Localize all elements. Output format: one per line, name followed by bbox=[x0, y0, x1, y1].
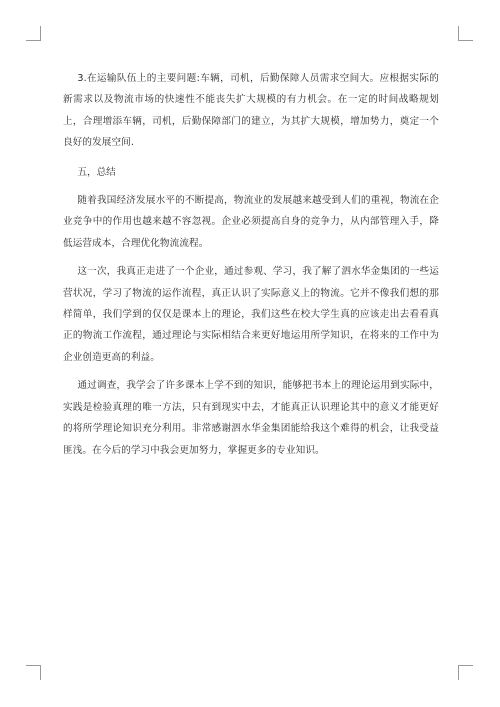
section-heading-summary: 五，总结 bbox=[77, 166, 116, 178]
crop-mark-top-left bbox=[26, 26, 41, 41]
paragraph-survey-conclusion: 通过调查，我学会了许多课本上学不到的知识，能够把书本上的理论运用到实际中，实践是检验真理的唯一方法，只有到现实中去，才能真正认识理论其中的意义才能更好的将所学理论知识充分利用。非常感谢泗水华金集团能给我这个难得的机会，让我受益匪浅。在今后的学习中我会更加努力，掌握更多的专业知识。 bbox=[63, 380, 439, 456]
crop-mark-bottom-left bbox=[26, 665, 41, 680]
paragraph-economy-logistics: 随着我国经济发展水平的不断提高，物流业的发展越来越受到人们的重视，物流在企业竞争中的作用也越来越不容忽视。企业必须提高自身的竞争力，从内部管理入手，降低运营成本，合理优化物流流程。 bbox=[63, 195, 439, 249]
paragraph-transport-team: 3.在运输队伍上的主要问题:车辆，司机，后勤保障人员需求空间大。应根据实际的新需求以及物流市场的快速性不能丧失扩大规模的有力机会。在一定的时间战略规划上，合理增添车辆，司机，后勤保障部门的建立，为其扩大规模，增加势力，奠定一个良好的发展空间. bbox=[63, 73, 439, 149]
paragraph-company-visit: 这一次，我真正走进了一个企业，通过参观、学习，我了解了泗水华金集团的一些运营状况，学习了物流的运作流程，真正认识了实际意义上的物流。它并不像我们想的那样简单，我们学到的仅仅是课本上的理论，我们这些在校大学生真的应该走出去看看真正的物流工作流程，通过理论与实际相结合来更好地运用所学知识，在将来的工作中为企业创造更高的利益。 bbox=[63, 266, 439, 363]
crop-mark-bottom-right bbox=[458, 665, 473, 680]
document-body bbox=[63, 68, 439, 461]
crop-mark-top-right bbox=[458, 26, 473, 41]
